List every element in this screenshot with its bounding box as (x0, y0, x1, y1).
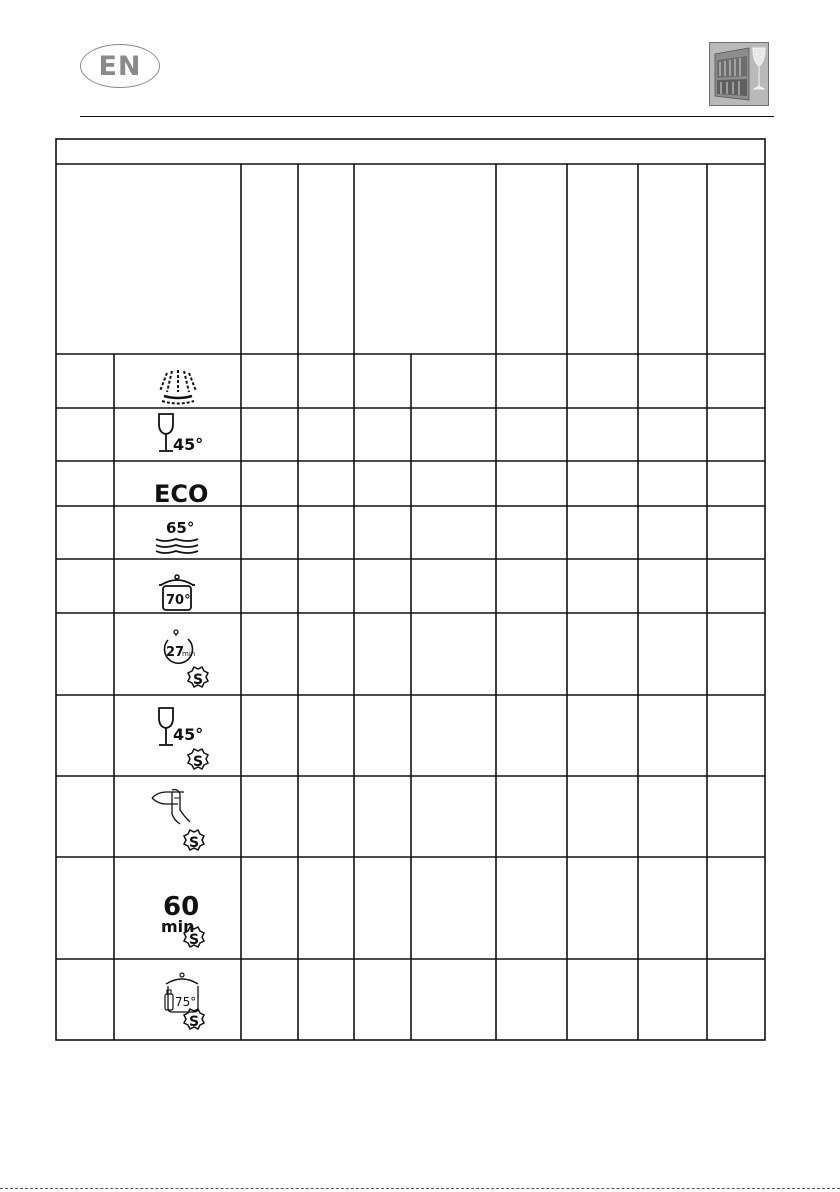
timer-27min-icon (158, 628, 214, 690)
hand-rinse-icon (150, 786, 212, 854)
svg-text:75°: 75° (175, 995, 197, 1009)
glass-45-icon (156, 706, 212, 772)
page-bottom-edge (0, 1188, 840, 1189)
svg-text:S: S (189, 932, 200, 948)
svg-text:S: S (193, 672, 204, 688)
svg-text:60: 60 (163, 892, 200, 922)
language-code: EN (98, 50, 142, 82)
60-min-icon (160, 890, 212, 952)
pot-70-icon (158, 573, 198, 613)
glass-45-icon (156, 412, 206, 456)
svg-text:ECO: ECO (154, 480, 209, 508)
svg-text:45°: 45° (173, 725, 204, 744)
svg-text:min: min (182, 650, 196, 658)
svg-text:S: S (189, 835, 200, 851)
svg-text:min: min (161, 917, 195, 936)
svg-text:S: S (189, 1014, 200, 1030)
svg-text:27: 27 (166, 645, 185, 660)
plates-65-icon (154, 518, 202, 558)
svg-text:65°: 65° (166, 519, 195, 537)
prewash-spray-icon (158, 366, 198, 406)
baby-bottle-75-icon (160, 972, 216, 1034)
eco-icon (154, 478, 209, 508)
svg-text:S: S (193, 754, 204, 770)
svg-text:45°: 45° (173, 435, 204, 454)
svg-text:70°: 70° (166, 593, 191, 608)
